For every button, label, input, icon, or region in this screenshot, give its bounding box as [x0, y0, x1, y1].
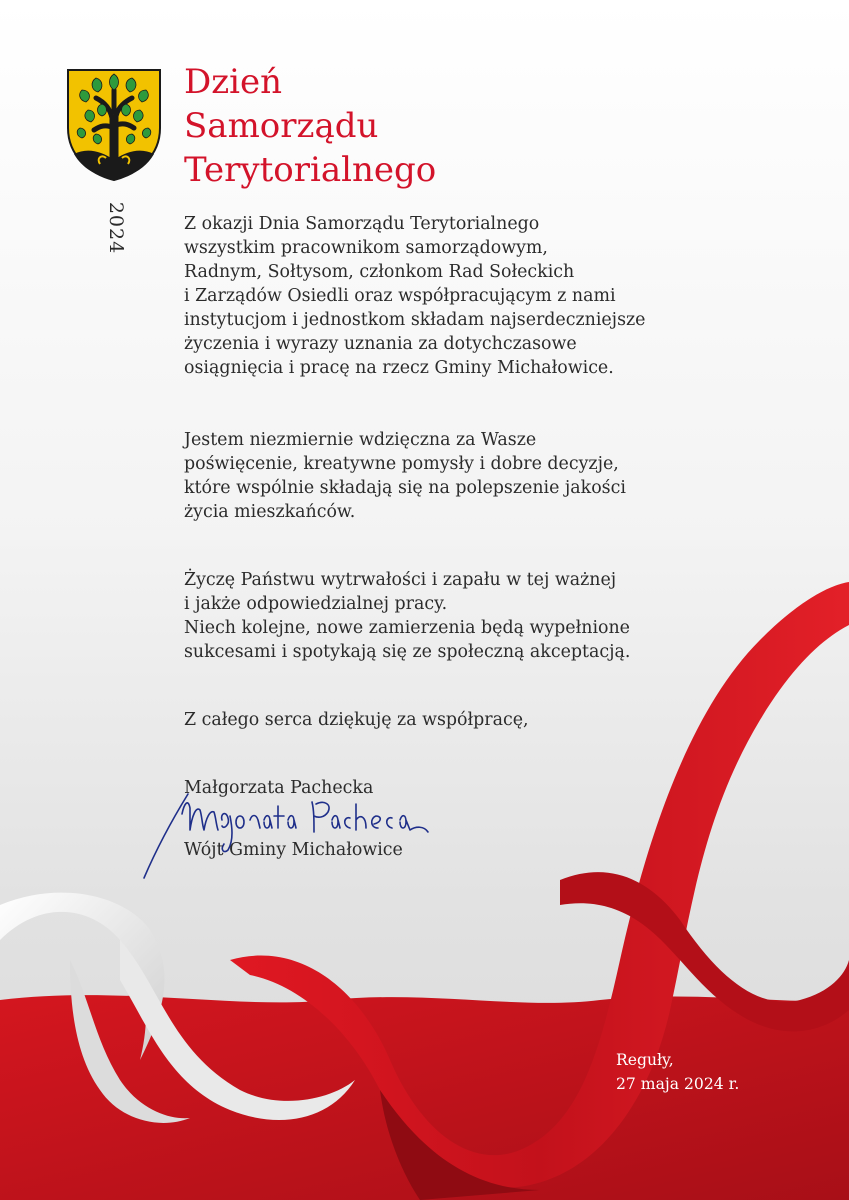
title-line: Dzień	[184, 62, 283, 102]
text-line: życzenia i wyrazy uznania za dotychczasowe	[184, 334, 577, 354]
place: Reguły,	[616, 1051, 674, 1069]
letter-paragraph-1	[184, 212, 645, 380]
letter-closing	[184, 708, 529, 732]
handwritten-signature	[138, 780, 448, 880]
text-line: i Zarządów Osiedli oraz współpracującym z nami	[184, 286, 616, 306]
text-line: Z całego serca dziękuję za współpracę,	[184, 710, 529, 730]
text-line: i jakże odpowiedzialnej pracy.	[184, 594, 448, 614]
text-line: życia mieszkańców.	[184, 502, 356, 522]
signatory-name: Małgorzata Pachecka	[184, 778, 374, 798]
title-line: Samorządu	[184, 106, 379, 146]
date: 27 maja 2024 r.	[616, 1075, 740, 1093]
text-line: osiągnięcia i pracę na rzecz Gminy Michałowice.	[184, 358, 614, 378]
place-and-date	[616, 1048, 739, 1096]
text-line: które wspólnie składają się na polepszenie jakości	[184, 478, 626, 498]
text-line: sukcesami i spotykają się ze społeczną akceptacją.	[184, 642, 631, 662]
text-line: Niech kolejne, nowe zamierzenia będą wypełnione	[184, 618, 630, 638]
letter-paragraph-3	[184, 568, 630, 664]
text-line: instytucjom i jednostkom składam najserdeczniejsze	[184, 310, 646, 330]
text-line: wszystkim pracownikom samorządowym,	[184, 238, 548, 258]
letter-paragraph-2	[184, 428, 626, 524]
text-line: Jestem niezmiernie wdzięczna za Wasze	[184, 430, 537, 450]
text-line: Życzę Państwu wytrwałości i zapału w tej ważnej	[184, 570, 617, 590]
text-line: Z okazji Dnia Samorządu Terytorialnego	[184, 214, 540, 234]
coat-of-arms-linden-tree-icon	[66, 68, 162, 182]
title-line: Terytorialnego	[184, 150, 437, 190]
page-title	[184, 60, 436, 192]
signatory-role: Wójt Gminy Michałowice	[184, 840, 403, 860]
text-line: poświęcenie, kreatywne pomysły i dobre decyzje,	[184, 454, 619, 474]
text-line: Radnym, Sołtysom, członkom Rad Sołeckich	[184, 262, 575, 282]
year-label: 2024	[105, 201, 127, 255]
